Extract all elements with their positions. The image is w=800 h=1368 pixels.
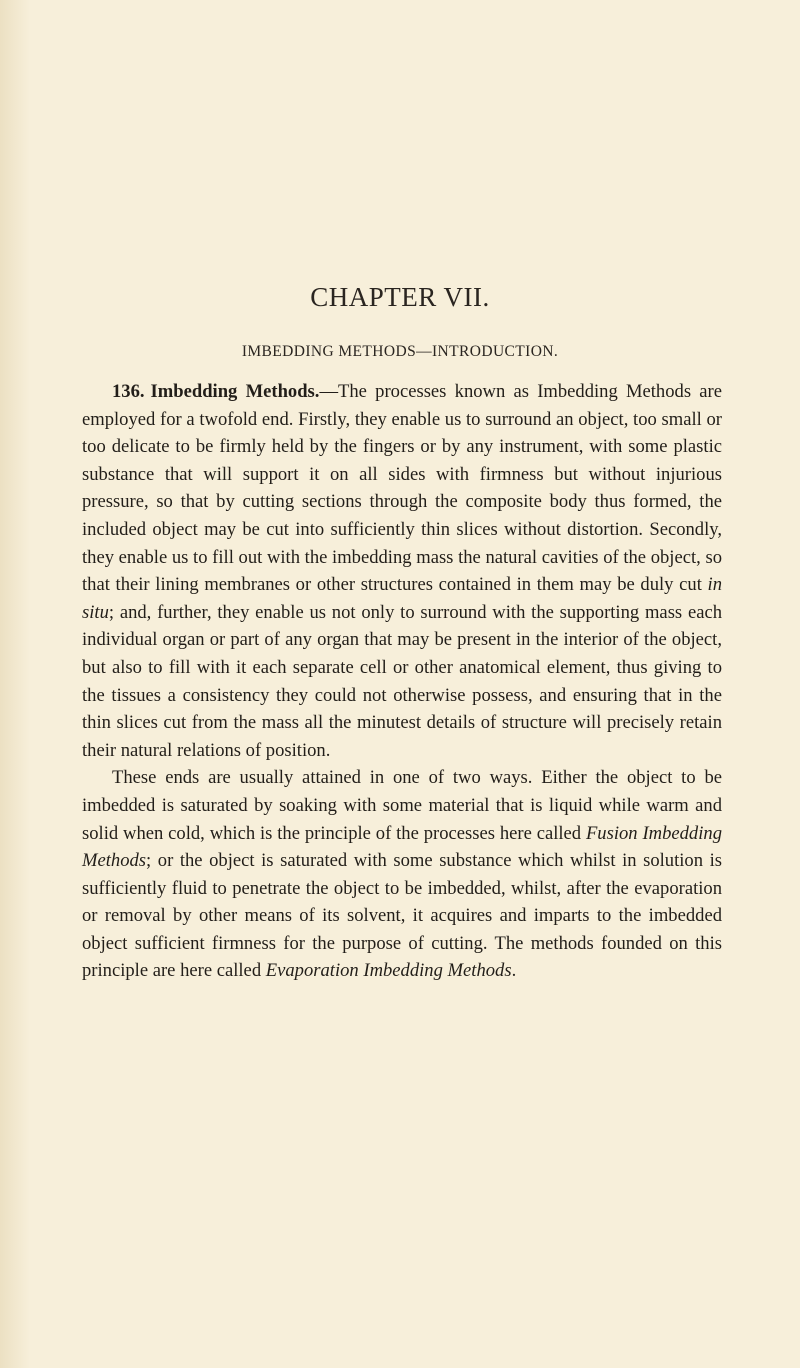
section-heading: IMBEDDING METHODS—INTRODUCTION. <box>241 343 559 360</box>
italic-term: Fusion Imbedding Methods <box>82 822 722 872</box>
paragraph-2 <box>82 764 722 985</box>
paragraph-number: 136. <box>112 381 145 402</box>
paragraph-text: These ends are usually attained in one of two ways. Either the object to be imbedded is saturated by soaking with some material that is liquid while warm and solid when cold, which is the principle of the processes here called <box>82 767 722 844</box>
paragraph-136 <box>82 378 722 764</box>
paragraph-text: —The processes known as Imbedding Methods are employed for a twofold end. Firstly, they enable us to surround an object, too small or too delicate to be firmly held by the fingers or by any instrument, with some plastic substance that will support it on all sides with firmness but without injurious pressure, so that by cutting sections through the composite body thus formed, the included object may be cut into sufficiently thin slices without distortion. Secondly, they enable us to fill out with the imbedding mass the natural cavities of the object, so that their lining membranes or other structures contained in them may be duly cut <box>82 381 722 596</box>
paragraph-text: . <box>511 960 517 982</box>
italic-term: in situ <box>82 574 722 623</box>
paragraph-title: Imbedding Methods. <box>150 381 320 402</box>
paragraph-text: ; and, further, they enable us not only to surround with the supporting mass each individual organ or part of any organ that may be present in the interior of the object, but also to fill with it each separate cell or other anatomical element, thus giving to the tissues a consistency they could not otherwise possess, and ensuring that in the thin slices cut from the mass all the minutest details of structure will precisely retain their natural relations of position. <box>82 601 722 761</box>
paragraph-text: ; or the object is saturated with some substance which whilst in solution is sufficiently fluid to penetrate the object to be imbedded, whilst, after the evaporation or removal by other means of its solvent, it acquires and imparts to the imbedded object sufficient firmness for the purpose of cutting. The methods founded on this principle are here called <box>82 850 722 982</box>
chapter-title: CHAPTER VII. <box>310 282 490 312</box>
body-text <box>82 378 722 985</box>
italic-term: Evaporation Imbedding Methods <box>265 960 512 982</box>
